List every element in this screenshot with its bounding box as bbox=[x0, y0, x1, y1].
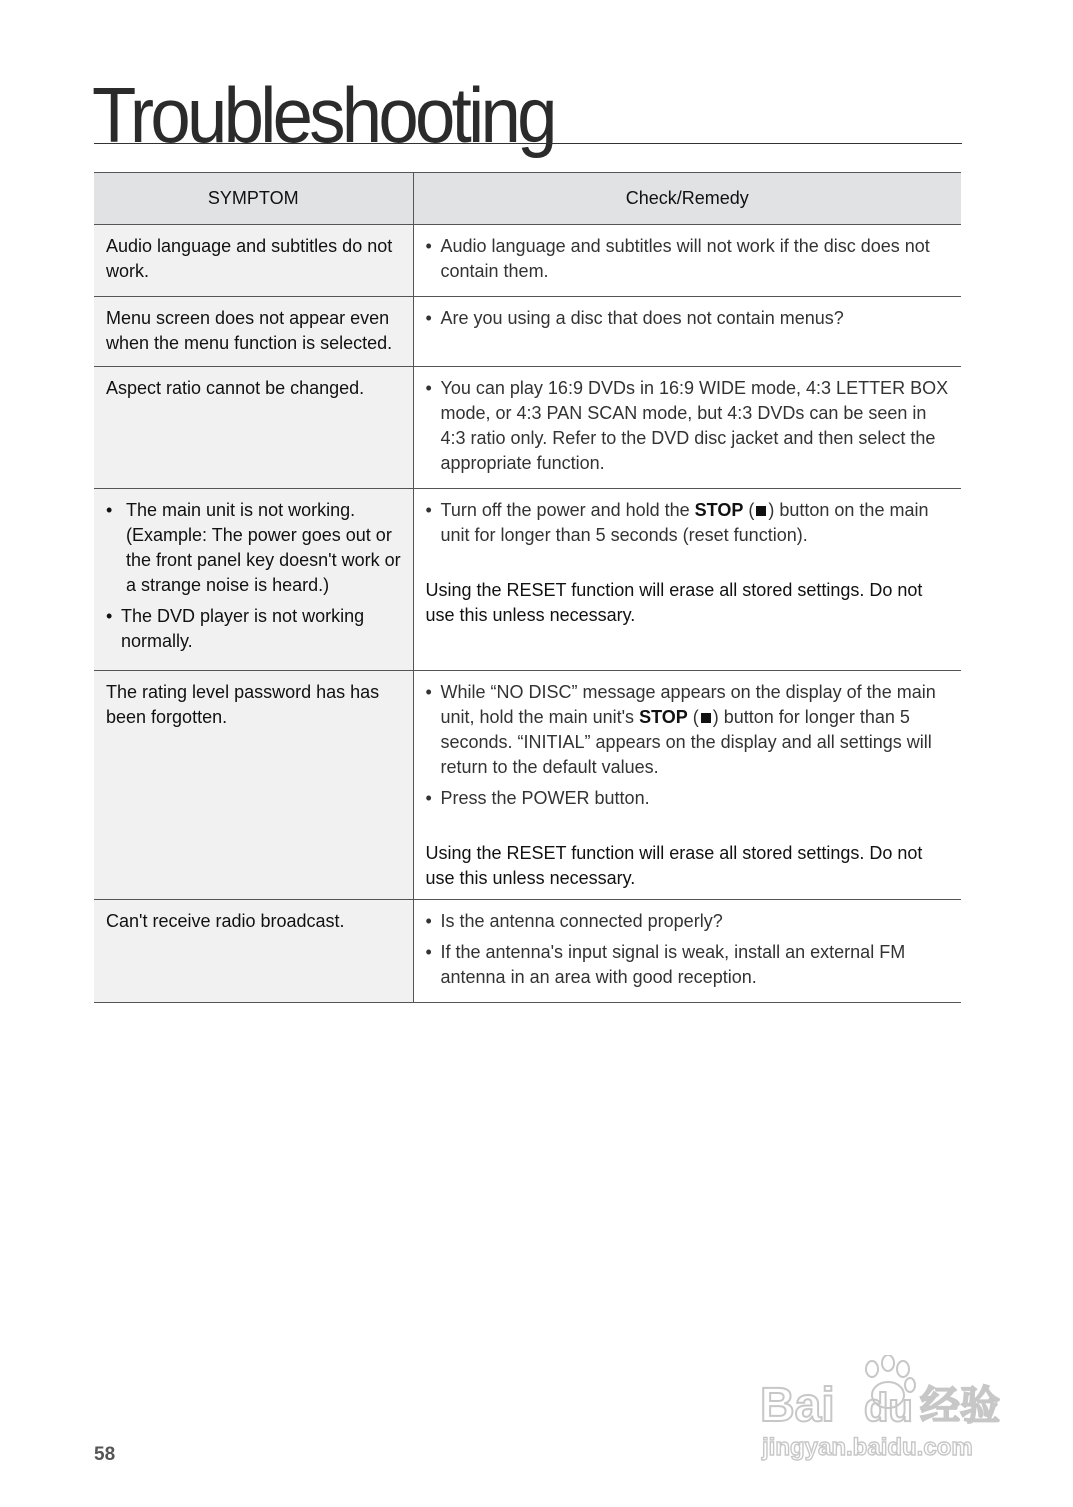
remedy-item bbox=[426, 680, 950, 780]
table-header-row bbox=[94, 173, 961, 225]
header-remedy: Check/Remedy bbox=[413, 173, 961, 225]
table-row bbox=[94, 225, 961, 297]
symptom-cell: Aspect ratio cannot be changed. bbox=[94, 367, 413, 489]
header-symptom: SYMPTOM bbox=[94, 173, 413, 225]
stop-label: STOP bbox=[694, 500, 744, 520]
table-row bbox=[94, 297, 961, 367]
reset-warning-note: Using the RESET function will erase all stored settings. Do not use this unless necessary. bbox=[425, 843, 923, 888]
table-row bbox=[94, 367, 961, 489]
remedy-cell bbox=[413, 489, 961, 671]
paren-close: ) bbox=[768, 500, 775, 520]
remedy-cell bbox=[413, 671, 961, 900]
remedy-item: • Are you using a disc that does not contain menus? bbox=[426, 306, 950, 331]
paren-close: ) bbox=[712, 707, 724, 727]
remedy-item: • Audio language and subtitles will not work if the disc does not contain them. bbox=[426, 234, 950, 284]
remedy-item: • You can play 16:9 DVDs in 16:9 WIDE mode, 4:3 LETTER BOX mode, or 4:3 PAN SCAN mode, but 4:3 DVDs can be seen in 4:3 ratio only. Refer to the DVD disc jacket and then select the appropriate function. bbox=[426, 376, 950, 476]
remedy-cell bbox=[413, 225, 961, 297]
page-title: Troubleshooting bbox=[92, 71, 554, 159]
baidu-watermark-logo bbox=[760, 1355, 1010, 1465]
symptom-item: • The DVD player is not working normally. bbox=[106, 604, 403, 654]
symptom-cell: Audio language and subtitles do not work. bbox=[94, 225, 413, 297]
remedy-cell bbox=[413, 297, 961, 367]
watermark-brand: Bai bbox=[760, 1379, 835, 1432]
symptom-item: • The main unit is not working. (Example: The power goes out or the front panel key doesn't work or a strange noise is heard.) bbox=[106, 498, 403, 598]
stop-square-icon bbox=[756, 506, 766, 516]
remedy-cell bbox=[413, 900, 961, 1003]
reset-warning-note: Using the RESET function will erase all stored settings. Do not use this unless necessary. bbox=[425, 580, 923, 625]
remedy-item bbox=[426, 498, 950, 548]
watermark-url: jingyan.baidu.com bbox=[762, 1434, 973, 1461]
symptom-cell: Can't receive radio broadcast. bbox=[94, 900, 413, 1003]
remedy-cell bbox=[413, 367, 961, 489]
stop-label: STOP bbox=[639, 707, 688, 727]
watermark-brand-du: du bbox=[864, 1386, 913, 1430]
remedy-text-after: button for longer than 5 seconds. “INITIAL” appears on the display and all settings will return to the default values. bbox=[440, 707, 932, 777]
remedy-text-before: Turn off the power and hold the bbox=[440, 500, 695, 520]
page-number: 58 bbox=[94, 1444, 116, 1465]
symptom-cell bbox=[94, 489, 413, 671]
remedy-text-after: button on the main unit for longer than 5 seconds (reset function). bbox=[440, 500, 929, 545]
watermark-cn: 经验 bbox=[920, 1383, 1000, 1429]
table-row bbox=[94, 489, 961, 671]
stop-square-icon bbox=[701, 713, 711, 723]
remedy-item: • Press the POWER button. bbox=[426, 786, 950, 811]
remedy-text-before: While “NO DISC” message appears on the display of the main unit, hold the main unit's bbox=[440, 682, 936, 727]
remedy-item: • If the antenna's input signal is weak, install an external FM antenna in an area with good reception. bbox=[426, 940, 950, 990]
table-row bbox=[94, 671, 961, 900]
symptom-cell: The rating level password has has been forgotten. bbox=[94, 671, 413, 900]
remedy-item: • Is the antenna connected properly? bbox=[426, 909, 950, 934]
paren-open: ( bbox=[743, 500, 755, 520]
paren-open: ( bbox=[687, 707, 699, 727]
title-underline bbox=[94, 143, 962, 144]
table-row bbox=[94, 900, 961, 1003]
symptom-cell: Menu screen does not appear even when the menu function is selected. bbox=[94, 297, 413, 367]
troubleshooting-table bbox=[94, 172, 961, 1003]
